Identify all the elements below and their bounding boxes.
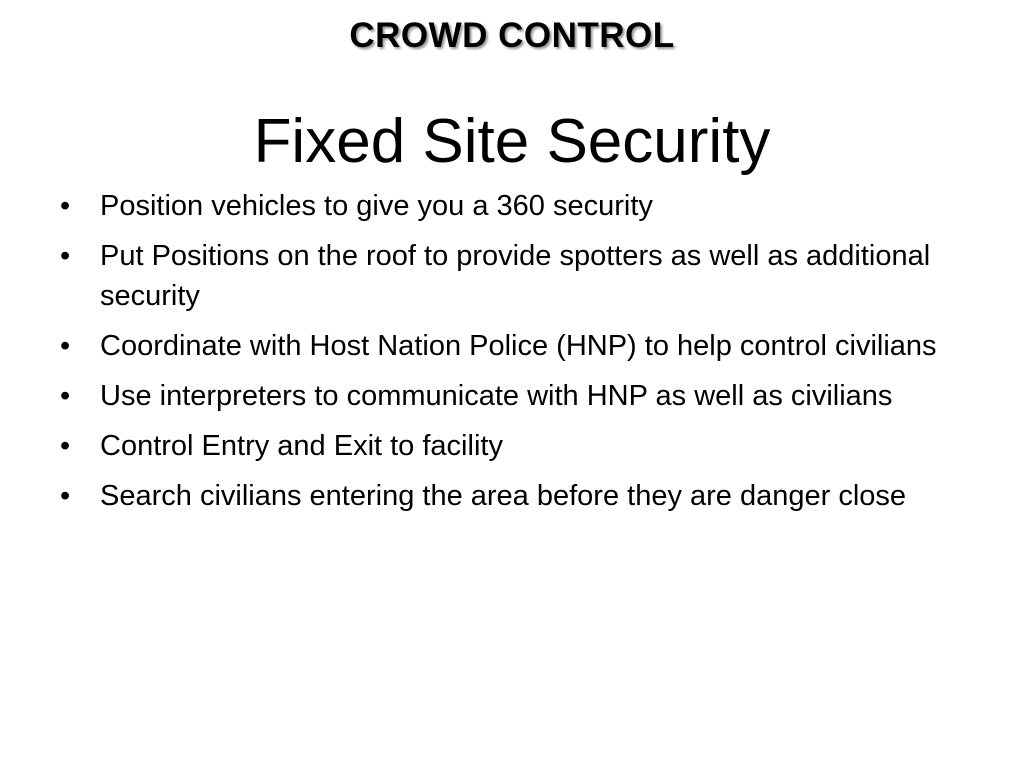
slide-title: Fixed Site Security	[253, 107, 771, 176]
bullet-text: Search civilians entering the area before they are danger close	[100, 480, 907, 512]
bullet-dot-icon: •	[60, 480, 71, 512]
bullet-dot-icon: •	[60, 190, 71, 222]
bullet-text: Use interpreters to communicate with HNP as well as civilians	[100, 380, 893, 412]
bullet-item-4	[60, 376, 970, 416]
bullet-text: Coordinate with Host Nation Police (HNP) to help control civilians	[100, 330, 937, 362]
bullet-item-1	[60, 186, 970, 226]
bullet-item-5	[60, 426, 970, 466]
slide-header: CROWD CONTROL	[349, 16, 675, 55]
bullet-text: Control Entry and Exit to facility	[100, 430, 503, 462]
bullet-text: Put Positions on the roof to provide spotters as well as additional security	[100, 240, 931, 312]
bullet-text: Position vehicles to give you a 360 security	[100, 190, 653, 222]
bullet-dot-icon: •	[60, 240, 71, 272]
bullet-list	[60, 186, 970, 526]
bullet-item-6	[60, 476, 970, 516]
bullet-dot-icon: •	[60, 430, 71, 462]
bullet-dot-icon: •	[60, 330, 71, 362]
bullet-item-2	[60, 236, 970, 316]
bullet-dot-icon: •	[60, 380, 71, 412]
bullet-item-3	[60, 326, 970, 366]
